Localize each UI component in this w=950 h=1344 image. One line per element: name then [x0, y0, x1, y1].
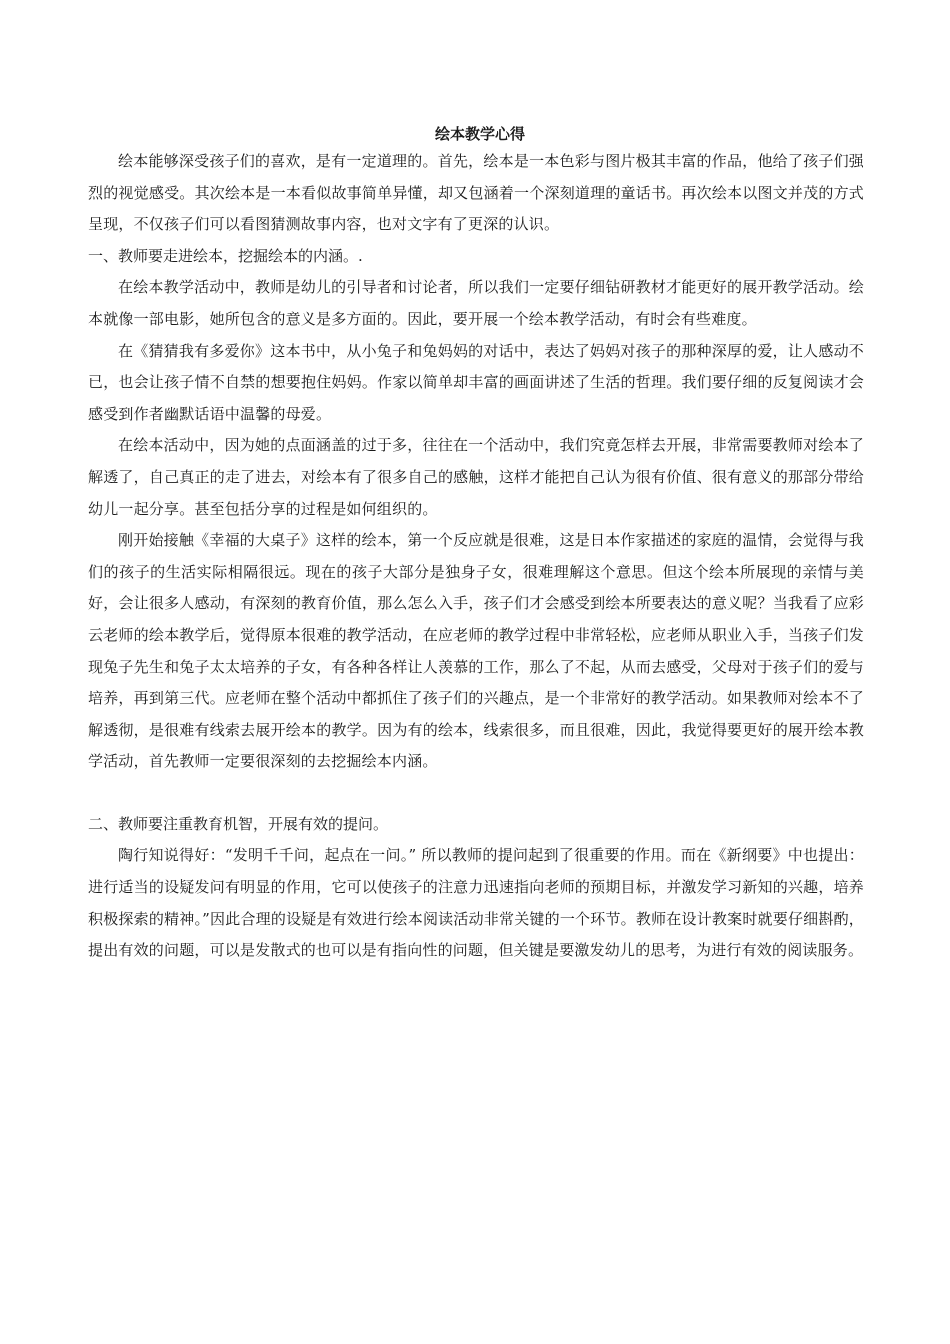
- section-1-paragraph-3: 在绘本活动中，因为她的点面涵盖的过于多，往往在一个活动中，我们究竟怎样去开展，非常需要教师对绘本了解透了，自己真正的走了进去，对绘本有了很多自己的感触，这样才能把自己认为很有价值、很有意义的那部分带给幼儿一起分享。甚至包括分享的过程是如何组织的。: [88, 436, 864, 518]
- section-1-paragraph-2: 在《猜猜我有多爱你》这本书中，从小兔子和兔妈妈的对话中，表达了妈妈对孩子的那种深厚的爱，让人感动不已，也会让孩子情不自禁的想要抱住妈妈。作家以简单却丰富的画面讲述了生活的哲理。我们要仔细的反复阅读才会感受到作者幽默话语中温馨的母爱。: [88, 341, 864, 423]
- document-page: [88, 122, 864, 967]
- section-2-paragraph-1: 陶行知说得好：“发明千千问，起点在一问。” 所以教师的提问起到了很重要的作用。而在《新纲要》中也提出：进行适当的设疑发问有明显的作用，它可以使孩子的注意力迅速指向老师的预期目标，并激发学习新知的兴趣，培养积极探索的精神。”因此合理的设疑是有效进行绘本阅读活动非常关键的一个环节。教师在设计教案时就要仔细斟酌，提出有效的问题，可以是发散式的也可以是有指向性的问题，但关键是要激发幼儿的思考，为进行有效的阅读服务。: [88, 846, 864, 960]
- section-spacer: [88, 778, 864, 809]
- section-1-heading: 一、教师要走进绘本，挖掘绘本的内涵。.: [88, 246, 363, 265]
- intro-paragraph: 绘本能够深受孩子们的喜欢，是有一定道理的。首先，绘本是一本色彩与图片极其丰富的作品，他给了孩子们强烈的视觉感受。其次绘本是一本看似故事简单异懂，却又包涵着一个深刻道理的童话书。再次绘本以图文并茂的方式呈现，不仅孩子们可以看图猜测故事内容，也对文字有了更深的认识。: [88, 152, 864, 234]
- document-title: 绘本教学心得: [434, 125, 525, 143]
- section-2-heading: 二、教师要注重教育机智，开展有效的提问。: [88, 814, 389, 833]
- section-1-paragraph-4: 刚开始接触《幸福的大桌子》这样的绘本，第一个反应就是很难，这是日本作家描述的家庭的温情，会觉得与我们的孩子的生活实际相隔很远。现在的孩子大部分是独身子女，很难理解这个意思。但这个绘本所展现的亲情与美好，会让很多人感动，有深刻的教育价值，那么怎么入手，孩子们才会感受到绘本所要表达的意义呢？当我看了应彩云老师的绘本教学后，觉得原本很难的教学活动，在应老师的教学过程中非常轻松，应老师从职业入手，当孩子们发现兔子先生和兔子太太培养的子女，有各种各样让人羡慕的工作，那么了不起，从而去感受，父母对于孩子们的爱与培养，再到第三代。应老师在整个活动中都抓住了孩子们的兴趣点，是一个非常好的教学活动。如果教师对绘本不了解透彻，是很难有线索去展开绘本的教学。因为有的绘本，线索很多，而且很难，因此，我觉得要更好的展开绘本教学活动，首先教师一定要很深刻的去挖掘绘本内涵。: [88, 531, 864, 771]
- section-1-paragraph-1: 在绘本教学活动中，教师是幼儿的引导者和讨论者，所以我们一定要仔细钻研教材才能更好的展开教学活动。绘本就像一部电影，她所包含的意义是多方面的。因此，要开展一个绘本教学活动，有时会有些难度。: [88, 278, 864, 328]
